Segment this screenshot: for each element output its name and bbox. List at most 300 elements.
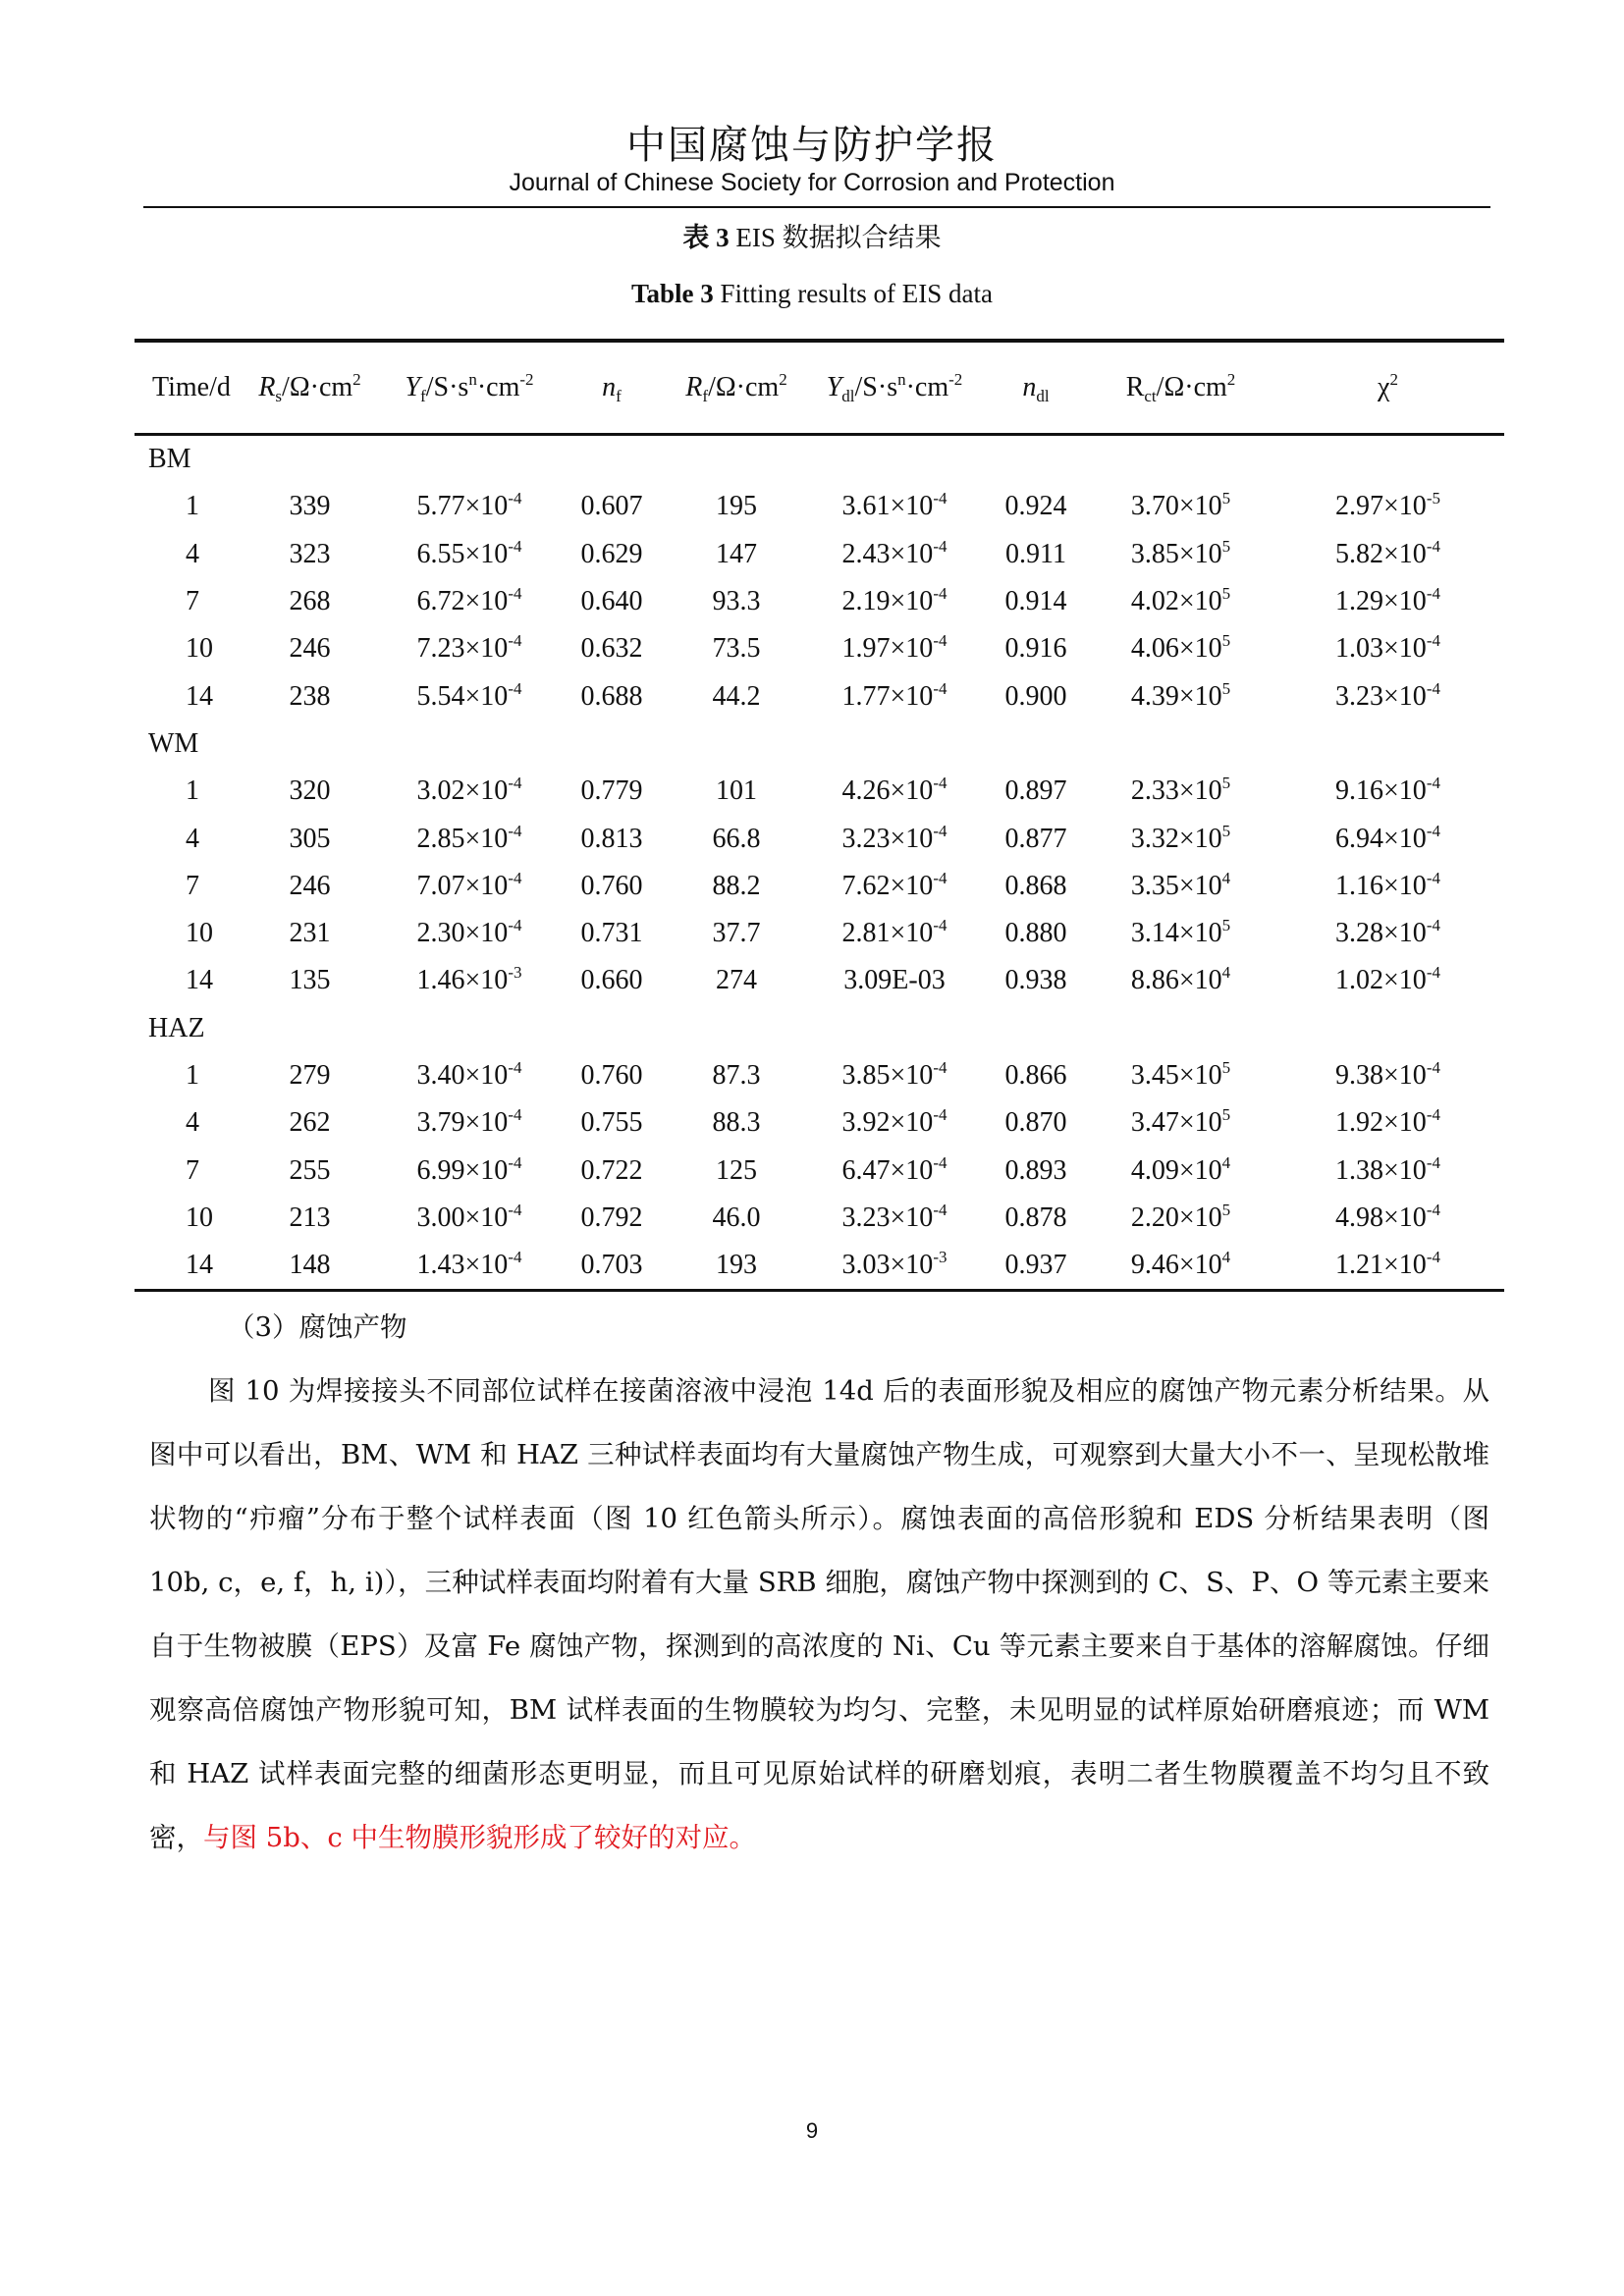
cell-time: 1 [186, 775, 199, 807]
table-row [135, 1195, 1504, 1242]
cell-chi-mantissa: 3.28×10 [1335, 918, 1427, 949]
cell-yf-mantissa: 2.30×10 [416, 918, 509, 949]
cell-rs: 135 [289, 965, 331, 996]
cell-rct-exponent: 5 [1221, 536, 1231, 556]
cell-chi [1272, 1242, 1504, 1291]
header-rct: $R_{ct}/\Omega\cdot cm^2$ [1125, 370, 1236, 405]
cell-ndl: 0.880 [1004, 918, 1067, 949]
cell-ndl: 0.897 [1004, 775, 1067, 807]
cell-chi [1272, 625, 1504, 672]
group-row [135, 721, 1504, 768]
cell-rct-mantissa: 3.14×10 [1130, 918, 1222, 949]
journal-title-en: Journal of Chinese Society for Corrosion and Protection [509, 169, 1115, 196]
cell-chi-exponent: -4 [1426, 584, 1440, 604]
cell-ydl-mantissa: 1.97×10 [841, 633, 934, 665]
cell-nf: 0.703 [580, 1250, 643, 1281]
cell-ydl [807, 1052, 982, 1099]
header-rs: $R_s/\Omega\cdot cm^2$ [258, 370, 361, 405]
cell-time: 7 [186, 1154, 199, 1186]
table-row [135, 672, 1504, 720]
cell-rct [1090, 863, 1272, 910]
table-row [135, 625, 1504, 672]
cell-rct [1090, 1147, 1272, 1194]
cell-chi-mantissa: 9.16×10 [1335, 775, 1427, 807]
header-ndl: $n_{dl}$ [1022, 372, 1050, 405]
cell-yf [381, 1147, 558, 1194]
cell-rs: 320 [289, 775, 331, 807]
cell-chi [1272, 1195, 1504, 1242]
cell-rs: 268 [289, 586, 331, 617]
cell-nf: 0.607 [580, 491, 643, 522]
cell-ydl [807, 957, 982, 1004]
cell-rct [1090, 815, 1272, 862]
cell-ydl-exponent: -4 [933, 536, 947, 556]
cell-ydl-mantissa: 2.81×10 [841, 918, 934, 949]
cell-ydl-exponent: -4 [933, 1058, 947, 1077]
cell-yf [381, 625, 558, 672]
cell-ydl-exponent: -4 [933, 821, 947, 840]
cell-ydl-mantissa: 7.62×10 [841, 870, 934, 901]
cell-ydl-exponent: -4 [933, 916, 947, 935]
cell-yf-mantissa: 6.55×10 [416, 538, 509, 569]
cell-chi-mantissa: 9.38×10 [1335, 1060, 1427, 1091]
cell-rct [1090, 625, 1272, 672]
cell-rct-mantissa: 4.02×10 [1130, 586, 1222, 617]
cell-ydl-mantissa: 4.26×10 [841, 775, 934, 807]
cell-time: 4 [186, 1107, 199, 1139]
cell-chi-exponent: -4 [1426, 1058, 1440, 1077]
cell-rf: 195 [716, 491, 757, 522]
cell-rct [1090, 1052, 1272, 1099]
cell-rct-mantissa: 2.20×10 [1130, 1201, 1222, 1233]
cell-time: 14 [186, 965, 213, 996]
cell-rct-mantissa: 3.35×10 [1130, 870, 1222, 901]
cell-yf [381, 1242, 558, 1291]
cell-yf [381, 910, 558, 957]
cell-rf: 88.3 [712, 1107, 761, 1139]
cell-yf-mantissa: 2.85×10 [416, 823, 509, 854]
cell-ndl: 0.893 [1004, 1154, 1067, 1186]
cell-chi-mantissa: 5.82×10 [1335, 538, 1427, 569]
section-body [149, 1296, 1489, 1870]
header-rf: $R_f/\Omega\cdot cm^2$ [685, 370, 787, 405]
cell-ydl-exponent: -4 [933, 1105, 947, 1125]
cell-rct [1090, 531, 1272, 578]
cell-ydl [807, 1195, 982, 1242]
cell-yf-mantissa: 3.40×10 [416, 1060, 509, 1091]
cell-rct-exponent: 4 [1221, 1248, 1231, 1267]
cell-rct-mantissa: 8.86×10 [1130, 965, 1222, 996]
cell-ydl [807, 672, 982, 720]
cell-chi [1272, 672, 1504, 720]
cell-ndl: 0.938 [1004, 965, 1067, 996]
section-paragraph [149, 1360, 1489, 1870]
cell-nf: 0.660 [580, 965, 643, 996]
group-label: WM [148, 727, 199, 759]
cell-ndl: 0.916 [1004, 633, 1067, 665]
cell-rct-exponent: 5 [1221, 1058, 1231, 1077]
cell-ydl [807, 1099, 982, 1147]
cell-rct [1090, 910, 1272, 957]
table-caption-zh-label: 表 3 [682, 223, 730, 252]
cell-chi-mantissa: 2.97×10 [1335, 491, 1427, 522]
cell-rct [1090, 957, 1272, 1004]
cell-rct [1090, 1195, 1272, 1242]
table-row [135, 1099, 1504, 1147]
cell-nf: 0.760 [580, 1060, 643, 1091]
cell-rct [1090, 672, 1272, 720]
cell-yf [381, 863, 558, 910]
cell-yf-exponent: -4 [508, 489, 522, 508]
cell-yf-exponent: -4 [508, 1105, 522, 1125]
cell-yf [381, 1052, 558, 1099]
cell-time: 4 [186, 823, 199, 854]
cell-ndl: 0.924 [1004, 491, 1067, 522]
cell-yf-exponent: -4 [508, 821, 522, 840]
table-caption-en [0, 279, 1624, 309]
group-label: HAZ [148, 1012, 205, 1043]
cell-rs: 262 [289, 1107, 331, 1139]
table-row [135, 1147, 1504, 1194]
cell-yf-exponent: -4 [508, 1058, 522, 1077]
cell-ydl-mantissa: 3.61×10 [841, 491, 934, 522]
cell-rct-exponent: 4 [1221, 963, 1231, 983]
cell-ydl [807, 815, 982, 862]
cell-chi-exponent: -4 [1426, 868, 1440, 887]
cell-yf-mantissa: 6.72×10 [416, 586, 509, 617]
table-row [135, 531, 1504, 578]
cell-rs: 246 [289, 633, 331, 665]
group-label: BM [148, 444, 191, 475]
cell-rct-mantissa: 2.33×10 [1130, 775, 1222, 807]
cell-nf: 0.629 [580, 538, 643, 569]
cell-ydl [807, 578, 982, 625]
cell-yf-exponent: -4 [508, 1200, 522, 1219]
cell-nf: 0.688 [580, 680, 643, 712]
cell-time: 10 [186, 918, 213, 949]
cell-chi-mantissa: 1.38×10 [1335, 1154, 1427, 1186]
cell-ydl [807, 625, 982, 672]
cell-chi-exponent: -4 [1426, 963, 1440, 983]
cell-time: 1 [186, 491, 199, 522]
table-row [135, 1052, 1504, 1099]
table-row [135, 483, 1504, 530]
cell-yf [381, 483, 558, 530]
cell-rs: 255 [289, 1154, 331, 1186]
cell-rct-mantissa: 4.09×10 [1130, 1154, 1222, 1186]
table-header-row [135, 341, 1504, 435]
cell-rct-exponent: 5 [1221, 584, 1231, 604]
cell-ydl-mantissa: 2.19×10 [841, 586, 934, 617]
cell-chi-mantissa: 4.98×10 [1335, 1201, 1427, 1233]
cell-chi [1272, 531, 1504, 578]
cell-chi-mantissa: 3.23×10 [1335, 680, 1427, 712]
cell-ydl-exponent: -3 [933, 1248, 947, 1267]
table-row [135, 957, 1504, 1004]
cell-yf-exponent: -4 [508, 916, 522, 935]
cell-rf: 37.7 [712, 918, 761, 949]
table-caption-zh-text: EIS 数据拟合结果 [729, 223, 942, 252]
cell-ndl: 0.911 [1005, 538, 1066, 569]
header-chi-squared: $\chi^2$ [1378, 370, 1398, 402]
cell-nf: 0.792 [580, 1201, 643, 1233]
cell-yf-exponent: -4 [508, 1152, 522, 1172]
cell-yf-exponent: -4 [508, 1248, 522, 1267]
header-ydl: $Y_{dl}/S\cdot s^n\cdot cm^{-2}$ [826, 370, 963, 405]
header-yf: $Y_f/S\cdot s^n\cdot cm^{-2}$ [405, 370, 534, 405]
cell-rct-exponent: 4 [1221, 1152, 1231, 1172]
cell-chi-exponent: -5 [1426, 489, 1440, 508]
cell-ndl: 0.900 [1004, 680, 1067, 712]
header-rule [143, 206, 1490, 208]
cell-ydl-exponent: -4 [933, 489, 947, 508]
table-caption-en-label: Table 3 [630, 279, 714, 308]
cell-rct [1090, 768, 1272, 815]
cell-ydl [807, 531, 982, 578]
cell-time: 7 [186, 870, 199, 901]
cell-chi [1272, 483, 1504, 530]
cell-nf: 0.722 [580, 1154, 643, 1186]
cell-chi-mantissa: 1.16×10 [1335, 870, 1427, 901]
cell-chi-mantissa: 1.02×10 [1335, 965, 1427, 996]
cell-nf: 0.731 [580, 918, 643, 949]
cell-chi-mantissa: 1.92×10 [1335, 1107, 1427, 1139]
cell-ydl [807, 768, 982, 815]
cell-yf-mantissa: 7.07×10 [416, 870, 509, 901]
cell-ndl: 0.866 [1004, 1060, 1067, 1091]
cell-chi-exponent: -4 [1426, 1152, 1440, 1172]
cell-yf-mantissa: 5.54×10 [416, 680, 509, 712]
cell-ydl-mantissa: 1.77×10 [841, 680, 934, 712]
cell-yf [381, 768, 558, 815]
table-row [135, 863, 1504, 910]
cell-chi-exponent: -4 [1426, 774, 1440, 793]
cell-rf: 88.2 [712, 870, 761, 901]
cell-rct-exponent: 5 [1221, 631, 1231, 651]
cell-rct-exponent: 5 [1221, 821, 1231, 840]
cell-yf-exponent: -4 [508, 536, 522, 556]
group-row [135, 1005, 1504, 1052]
cell-chi [1272, 863, 1504, 910]
section-heading: （3）腐蚀产物 [228, 1311, 407, 1343]
cell-chi [1272, 578, 1504, 625]
cell-ydl [807, 863, 982, 910]
cell-rf: 87.3 [712, 1060, 761, 1091]
cell-ydl [807, 910, 982, 957]
cell-rf: 274 [716, 965, 757, 996]
cell-rs: 148 [289, 1250, 331, 1281]
cell-ydl [807, 1147, 982, 1194]
cell-ndl: 0.878 [1004, 1201, 1067, 1233]
cell-ydl-mantissa: 2.43×10 [841, 538, 934, 569]
cell-rf: 147 [716, 538, 757, 569]
cell-rct-mantissa: 3.32×10 [1130, 823, 1222, 854]
cell-yf [381, 578, 558, 625]
cell-yf-mantissa: 1.46×10 [416, 965, 509, 996]
cell-ndl: 0.870 [1004, 1107, 1067, 1139]
cell-yf-mantissa: 1.43×10 [416, 1250, 509, 1281]
cell-yf-exponent: -4 [508, 584, 522, 604]
cell-rct-mantissa: 3.85×10 [1130, 538, 1222, 569]
cell-rs: 213 [289, 1201, 331, 1233]
cell-time: 7 [186, 586, 199, 617]
cell-rct-exponent: 5 [1221, 1105, 1231, 1125]
cell-yf-mantissa: 5.77×10 [416, 491, 509, 522]
cell-chi [1272, 957, 1504, 1004]
cell-time: 4 [186, 538, 199, 569]
cell-chi-exponent: -4 [1426, 916, 1440, 935]
cell-chi [1272, 1099, 1504, 1147]
cell-yf-mantissa: 3.00×10 [416, 1201, 509, 1233]
cell-rf: 46.0 [712, 1201, 761, 1233]
cell-ydl-mantissa: 3.09E-03 [843, 965, 946, 996]
cell-chi-exponent: -4 [1426, 678, 1440, 698]
cell-yf [381, 957, 558, 1004]
cell-chi-mantissa: 1.29×10 [1335, 586, 1427, 617]
cell-time: 10 [186, 1201, 213, 1233]
paragraph-text: 图 10 为焊接接头不同部位试样在接菌溶液中浸泡 14d 后的表面形貌及相应的腐蚀产物元素分析结果。从图中可以看出，BM、WM 和 HAZ 三种试样表面均有大量腐蚀产物生成，可观察到大量大小不一、呈现松散堆状物的“疖瘤”分布于整个试样表面（图 10 红色箭头所示）。腐蚀表面的高倍形貌和 EDS 分析结果表明（图 10b, c，e, f，h, i)），三种试样表面均附着有大量 SRB 细胞，腐蚀产物中探测到的 C、S、P、O 等元素主要来自于生物被膜（EPS）及富 Fe 腐蚀产物，探测到的高浓度的 Ni、Cu 等元素主要来自于基体的溶解腐蚀。仔细观察高倍腐蚀产物形貌可知，BM 试样表面的生物膜较为均匀、完整，未见明显的试样原始研磨痕迹；而 WM 和 HAZ 试样表面完整的细菌形态更明显，而且可见原始试样的研磨划痕，表明二者生物膜覆盖不均匀且不致密， [149, 1375, 1489, 1853]
table-row [135, 815, 1504, 862]
cell-yf-exponent: -4 [508, 631, 522, 651]
cell-rct-exponent: 5 [1221, 774, 1231, 793]
group-row [135, 435, 1504, 484]
cell-rf: 44.2 [712, 680, 761, 712]
cell-rct [1090, 578, 1272, 625]
paragraph-highlight: 与图 5b、c 中生物膜形貌形成了较好的对应。 [203, 1822, 756, 1853]
cell-rs: 339 [289, 491, 331, 522]
cell-rf: 73.5 [712, 633, 761, 665]
cell-rct-mantissa: 9.46×10 [1130, 1250, 1222, 1281]
cell-ydl [807, 1242, 982, 1291]
cell-chi [1272, 1147, 1504, 1194]
cell-ydl-exponent: -4 [933, 868, 947, 887]
cell-rs: 323 [289, 538, 331, 569]
cell-rct-exponent: 5 [1221, 1200, 1231, 1219]
cell-chi-mantissa: 6.94×10 [1335, 823, 1427, 854]
cell-yf-exponent: -4 [508, 868, 522, 887]
cell-ndl: 0.914 [1004, 586, 1067, 617]
journal-title-zh: 中国腐蚀与防护学报 [626, 123, 998, 168]
cell-rf: 125 [716, 1154, 757, 1186]
table-body [135, 435, 1504, 1291]
cell-ndl: 0.877 [1004, 823, 1067, 854]
cell-rct [1090, 1099, 1272, 1147]
cell-chi [1272, 910, 1504, 957]
cell-nf: 0.632 [580, 633, 643, 665]
cell-rs: 305 [289, 823, 331, 854]
cell-ydl-exponent: -4 [933, 774, 947, 793]
cell-chi-exponent: -4 [1426, 631, 1440, 651]
cell-yf [381, 1195, 558, 1242]
cell-time: 14 [186, 1250, 213, 1281]
cell-nf: 0.779 [580, 775, 643, 807]
cell-ydl-exponent: -4 [933, 678, 947, 698]
cell-ydl-mantissa: 3.23×10 [841, 1201, 934, 1233]
cell-ydl [807, 483, 982, 530]
cell-rct-mantissa: 3.45×10 [1130, 1060, 1222, 1091]
cell-chi-exponent: -4 [1426, 1200, 1440, 1219]
cell-ydl-mantissa: 6.47×10 [841, 1154, 934, 1186]
cell-nf: 0.760 [580, 870, 643, 901]
cell-ydl-mantissa: 3.03×10 [841, 1250, 934, 1281]
cell-yf-exponent: -4 [508, 774, 522, 793]
cell-yf [381, 531, 558, 578]
cell-rct-mantissa: 4.06×10 [1130, 633, 1222, 665]
cell-rs: 238 [289, 680, 331, 712]
cell-nf: 0.640 [580, 586, 643, 617]
cell-rs: 231 [289, 918, 331, 949]
cell-yf-exponent: -4 [508, 678, 522, 698]
cell-rf: 101 [716, 775, 757, 807]
cell-ydl-mantissa: 3.92×10 [841, 1107, 934, 1139]
table-row [135, 578, 1504, 625]
table-caption-en-text: Fitting results of EIS data [713, 279, 994, 308]
cell-rct-mantissa: 4.39×10 [1130, 680, 1222, 712]
cell-yf-mantissa: 6.99×10 [416, 1154, 509, 1186]
cell-yf-exponent: -3 [508, 963, 522, 983]
cell-ydl-mantissa: 3.23×10 [841, 823, 934, 854]
cell-chi-exponent: -4 [1426, 821, 1440, 840]
cell-rct [1090, 1242, 1272, 1291]
cell-yf [381, 672, 558, 720]
cell-ydl-exponent: -4 [933, 631, 947, 651]
cell-yf-mantissa: 3.79×10 [416, 1107, 509, 1139]
table-row [135, 910, 1504, 957]
cell-rs: 279 [289, 1060, 331, 1091]
cell-chi [1272, 768, 1504, 815]
cell-yf-mantissa: 3.02×10 [416, 775, 509, 807]
cell-ydl-exponent: -4 [933, 584, 947, 604]
page-number: 9 [805, 2118, 819, 2143]
cell-rct-exponent: 5 [1221, 678, 1231, 698]
cell-yf [381, 1099, 558, 1147]
cell-yf-mantissa: 7.23×10 [416, 633, 509, 665]
cell-time: 10 [186, 633, 213, 665]
cell-time: 1 [186, 1060, 199, 1091]
cell-chi-exponent: -4 [1426, 1105, 1440, 1125]
cell-rf: 93.3 [712, 586, 761, 617]
cell-nf: 0.813 [580, 823, 643, 854]
cell-ydl-exponent: -4 [933, 1200, 947, 1219]
cell-chi-exponent: -4 [1426, 536, 1440, 556]
cell-chi [1272, 1052, 1504, 1099]
table-row [135, 768, 1504, 815]
header-nf: $n_f$ [602, 372, 622, 405]
cell-rct-exponent: 5 [1221, 916, 1231, 935]
eis-fitting-table [135, 339, 1504, 1292]
cell-rf: 66.8 [712, 823, 761, 854]
cell-chi-exponent: -4 [1426, 1248, 1440, 1267]
cell-rct-exponent: 5 [1221, 489, 1231, 508]
cell-chi-mantissa: 1.03×10 [1335, 633, 1427, 665]
cell-rct-mantissa: 3.47×10 [1130, 1107, 1222, 1139]
cell-rf: 193 [716, 1250, 757, 1281]
cell-ndl: 0.937 [1004, 1250, 1067, 1281]
cell-nf: 0.755 [580, 1107, 643, 1139]
cell-ydl-mantissa: 3.85×10 [841, 1060, 934, 1091]
cell-chi [1272, 815, 1504, 862]
header-time: Time/d [152, 372, 231, 402]
cell-rct-exponent: 4 [1221, 868, 1231, 887]
cell-rs: 246 [289, 870, 331, 901]
cell-chi-mantissa: 1.21×10 [1335, 1250, 1427, 1281]
cell-time: 14 [186, 680, 213, 712]
cell-rct-mantissa: 3.70×10 [1130, 491, 1222, 522]
table-caption-zh [0, 216, 1624, 254]
table-row [135, 1242, 1504, 1291]
cell-ndl: 0.868 [1004, 870, 1067, 901]
cell-rct [1090, 483, 1272, 530]
